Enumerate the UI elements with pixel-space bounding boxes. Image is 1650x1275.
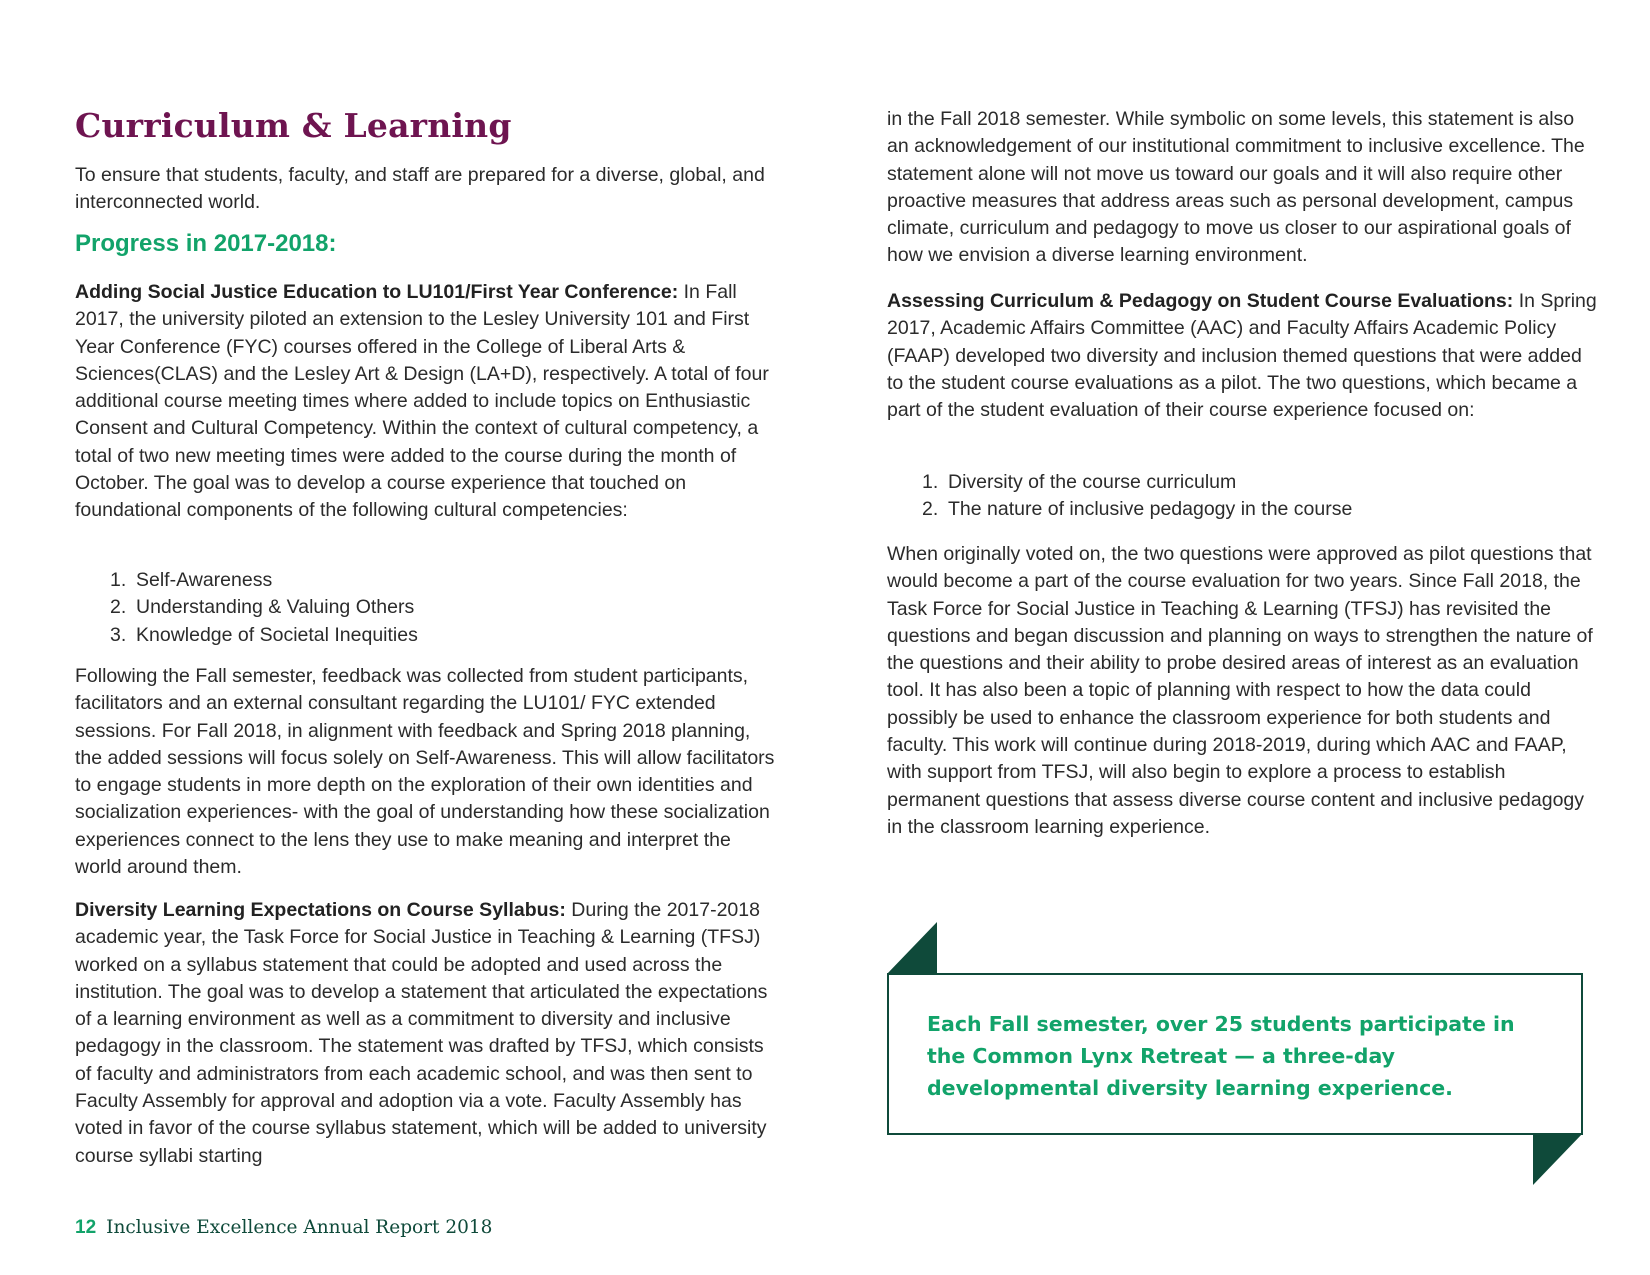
list-item: 3. Knowledge of Societal Inequities xyxy=(110,623,418,646)
page-number: 12 xyxy=(75,1217,97,1238)
list-item: 2. The nature of inclusive pedagogy in the course xyxy=(922,498,1353,521)
callout-box xyxy=(887,973,1583,1135)
feedback-paragraph: Following the Fall semester, feedback was collected from student participants, facilitators and an external consultant regarding the LU101/ FYC extended sessions. For Fall 2018, in alignment with feedback and Spring 2018 planning, the added sessions will focus solely on Self-Awareness. This will allow facilitators to engage students in more depth on the exploration of their own identities and socialization experiences- with the goal of understanding how these socialization experiences connect to the lens they use to make meaning and interpret the world around them. xyxy=(75,665,775,879)
lu101-paragraph xyxy=(75,279,775,525)
list-item: 1. Self-Awareness xyxy=(110,569,273,591)
evaluations-heading: Assessing Curriculum & Pedagogy on Student Course Evaluations: xyxy=(887,290,1514,312)
syllabus-paragraph xyxy=(75,897,775,1170)
pilot-paragraph: When originally voted on, the two questions were approved as pilot questions that would become a part of the course evaluation for two years. Since Fall 2018, the Task Force for Social Justice in Teaching & Learning (TFSJ) has revisited the questions and began discussion and planning on ways to strengthen the nature of the questions and their ability to probe desired areas of interest as an evaluation tool. It has also been a topic of planning with respect to how the data could possibly be used to enhance the classroom experience for both students and faculty. This work will continue during 2018-2019, during which AAC and FAAP, with support from TFSJ, will also begin to explore a process to establish permanent questions that assess diverse course content and inclusive pedagogy in the classroom learning experience. xyxy=(887,543,1593,838)
callout-fold-bottom-icon xyxy=(1533,1133,1585,1186)
list-item: 2. Understanding & Valuing Others xyxy=(110,596,415,619)
statement-paragraph: in the Fall 2018 semester. While symbolic on some levels, this statement is also an acknowledgement of our institutional commitment to inclusive excellence. The statement alone will not move us toward our goals and it will also require other proactive measures that address areas such as personal development, campus climate, curriculum and pedagogy to move us closer to our aspirational goals of how we envision a diverse learning environment. xyxy=(887,108,1585,267)
progress-heading: Progress in 2017-2018: xyxy=(75,230,337,257)
callout-fold-top-icon xyxy=(887,922,939,975)
evaluations-body: In Spring 2017, Academic Affairs Committee (AAC) and Faculty Affairs Academic Policy (FAAP) developed two diversity and inclusion themed questions that were added to the student course evaluations as a pilot. The two questions, which became a part of the student evaluation of their course experience focused on: xyxy=(887,290,1597,422)
lu101-body: In Fall 2017, the university piloted an extension to the Lesley University 101 and First Year Conference (FYC) courses offered in the College of Liberal Arts & Sciences(CLAS) and the Lesley Art & Design (LA+D), respectively. A total of four additional course meeting times where added to include topics on Enthusiastic Consent and Cultural Competency. Within the context of cultural competency, a total of two new meeting times were added to the course during the month of October. The goal was to develop a course experience that touched on foundational components of the following cultural competencies: xyxy=(75,281,769,522)
syllabus-body: During the 2017-2018 academic year, the Task Force for Social Justice in Teaching & Learning (TFSJ) worked on a syllabus statement that could be adopted and used across the institution. The goal was to develop a statement that articulated the expectations of a learning environment as well as a commitment to diversity and inclusive pedagogy in the classroom. The statement was drafted by TFSJ, which consists of faculty and administrators from each academic school, and was then sent to Faculty Assembly for approval and adoption via a vote. Faculty Assembly has voted in favor of the course syllabus statement, which will be added to university course syllabi starting xyxy=(75,899,768,1167)
intro-text: To ensure that students, faculty, and staff are prepared for a diverse, global, and interconnected world. xyxy=(75,164,765,214)
callout-text: Each Fall semester, over 25 students participate in the Common Lynx Retreat — a three-day developmental diversity learning experience. xyxy=(927,1012,1515,1100)
page-title: Curriculum & Learning xyxy=(75,106,512,145)
report-title: Inclusive Excellence Annual Report 2018 xyxy=(106,1217,493,1238)
page-footer xyxy=(75,1214,492,1241)
lu101-heading: Adding Social Justice Education to LU101/First Year Conference: xyxy=(75,281,679,303)
syllabus-heading: Diversity Learning Expectations on Course Syllabus: xyxy=(75,899,566,921)
list-item: 1. Diversity of the course curriculum xyxy=(922,471,1237,493)
evaluations-paragraph xyxy=(887,288,1597,424)
questions-list xyxy=(922,469,1352,524)
competencies-list xyxy=(110,567,418,649)
